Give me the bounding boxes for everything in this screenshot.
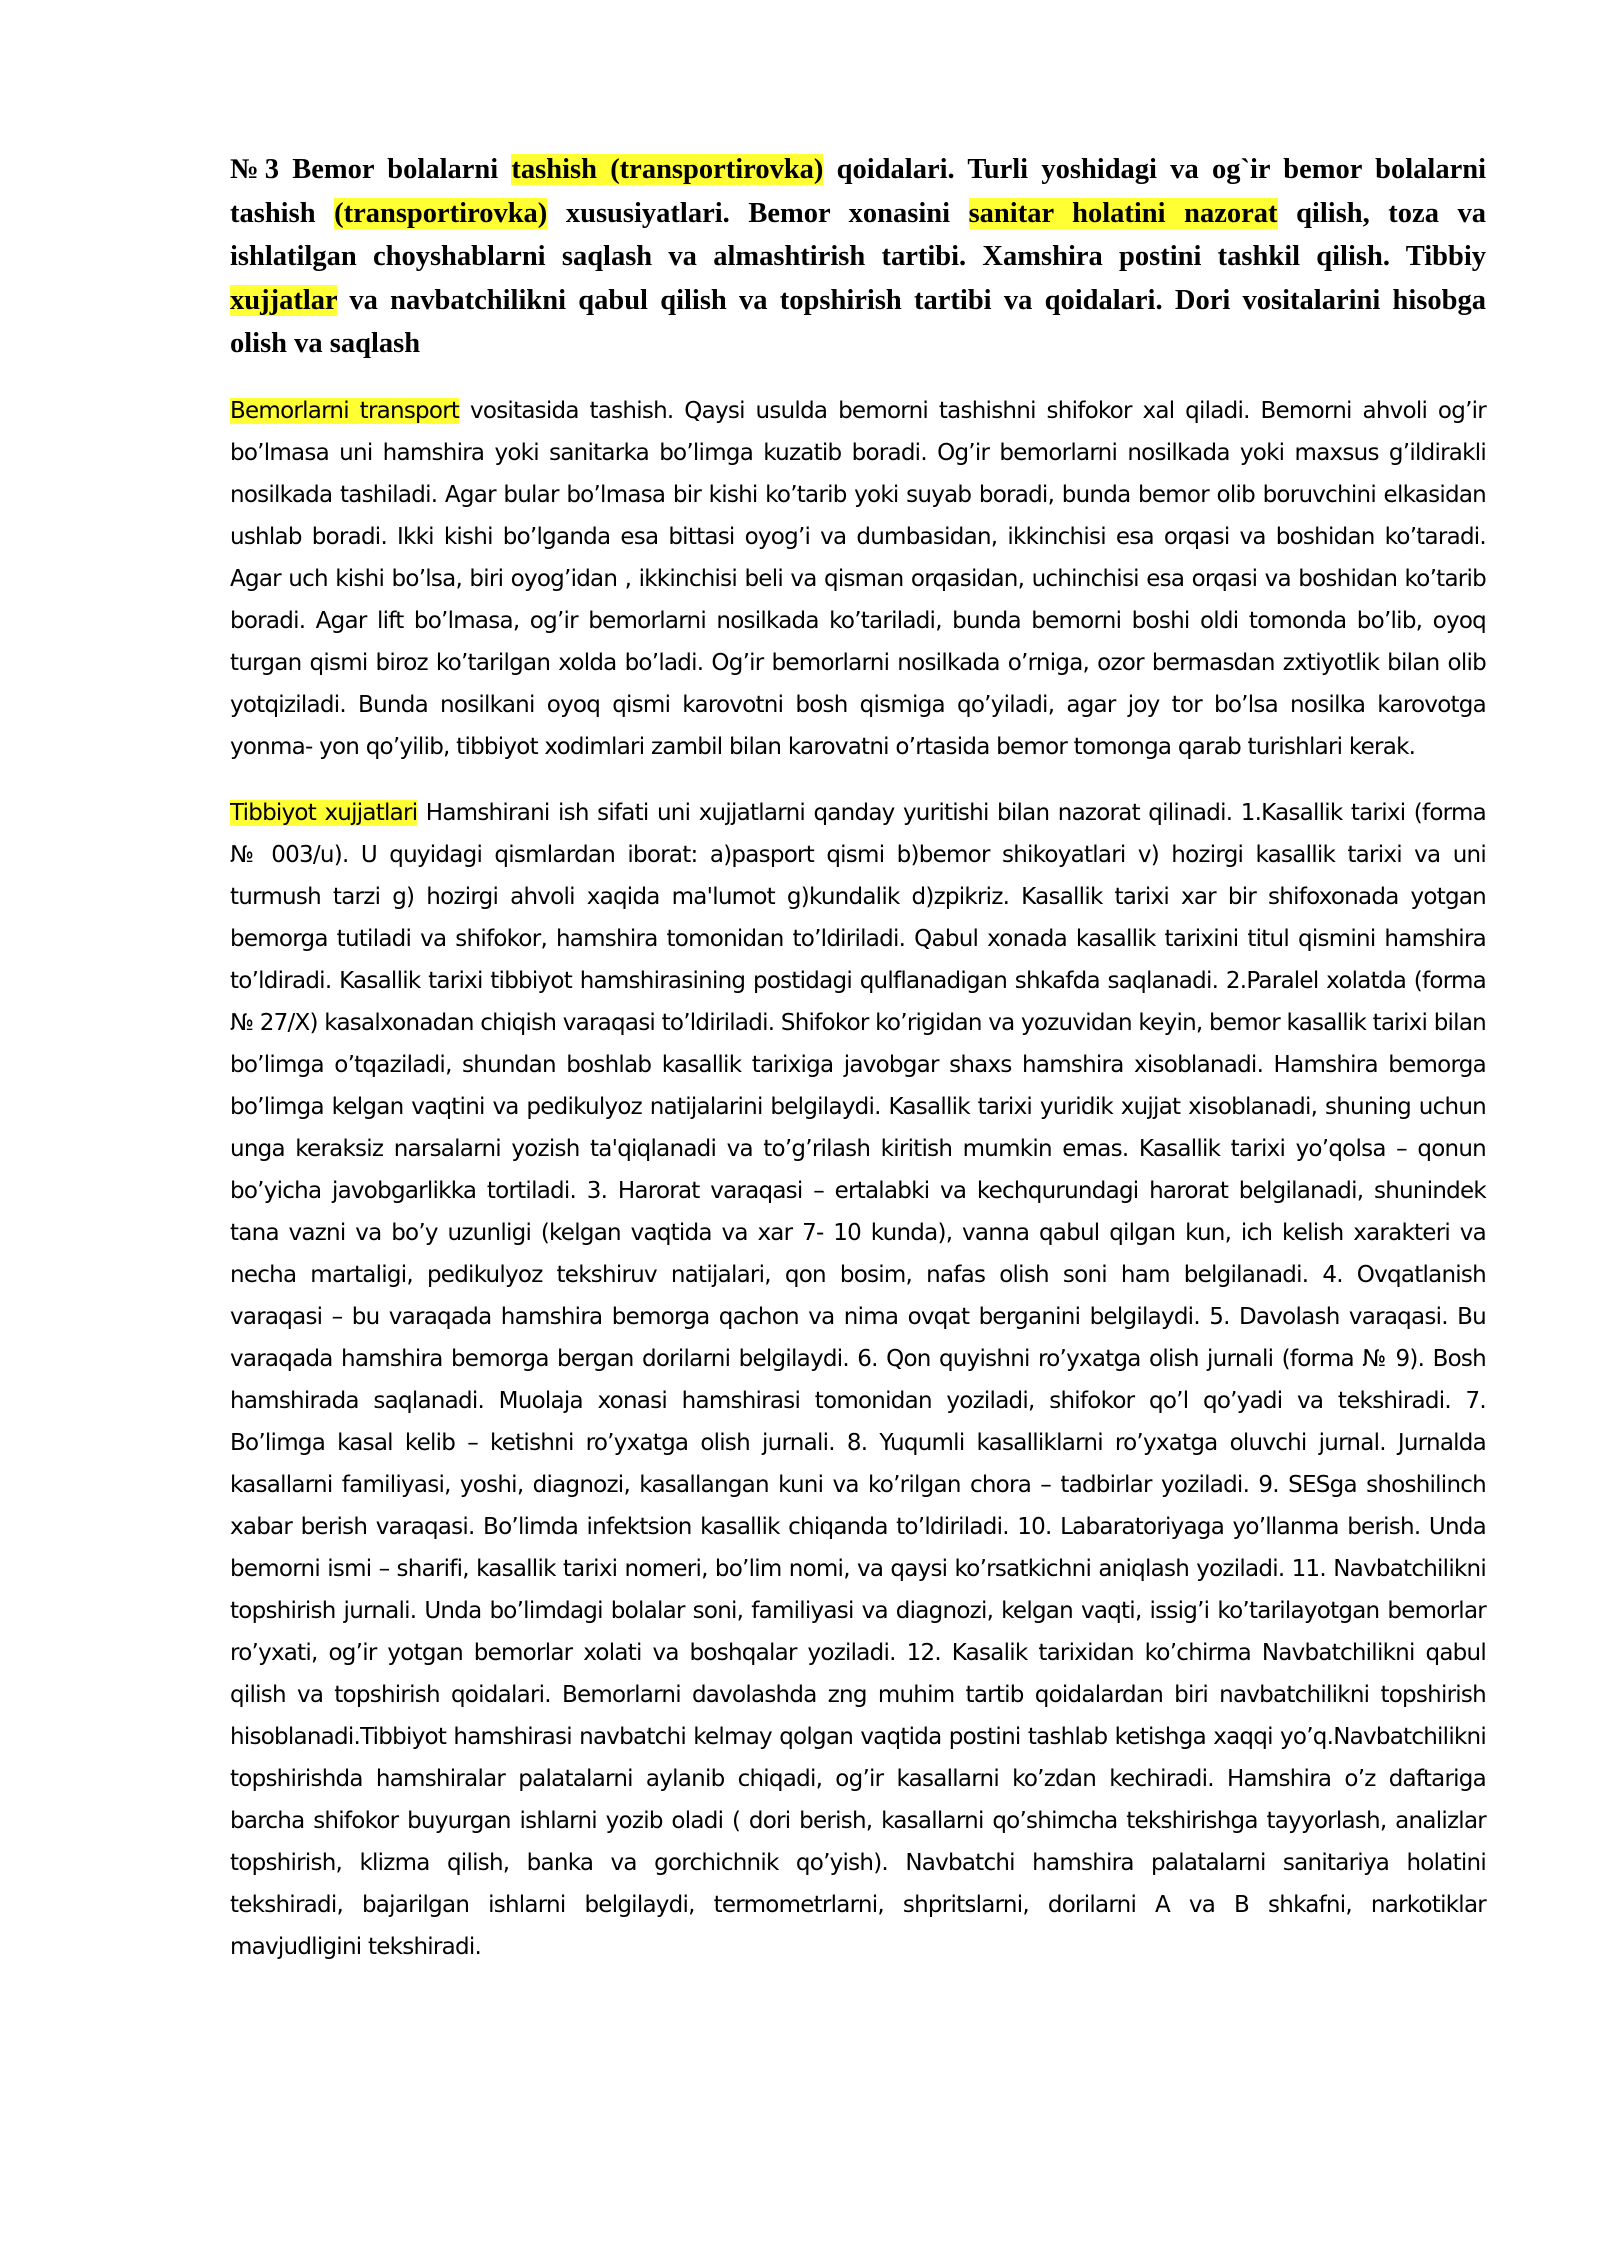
heading-text-4: qilish, toza va ishlatilgan choyshablarni saqlash va almashtirish tartibi. Xamshira postini tashkil qilish. Tibbiy	[230, 197, 1486, 272]
heading-highlight-4: xujjatlar	[230, 284, 338, 316]
heading-text-5: va navbatchilikni qabul qilish va topshirish tartibi va qoidalari. Dori vositalarini hisobga olish va saqlash	[230, 284, 1486, 359]
heading-text-1: №3 Bemor bolalarni	[230, 154, 512, 185]
document-page	[230, 148, 1486, 1992]
heading-highlight-3: sanitar holatini nazorat	[968, 197, 1278, 229]
heading-text-2: qoidalari. Turli yoshidagi va og`ir bemor bolalarni tashish	[230, 154, 1486, 229]
heading-highlight-1: tashish (transportirovka)	[511, 154, 824, 185]
heading-text-3: xususiyatlari. Bemor xonasini	[547, 197, 969, 229]
documents-paragraph-highlight: Tibbiyot xujjatlari	[230, 799, 418, 826]
heading-highlight-2: (transportirovka)	[334, 197, 548, 229]
transport-paragraph-highlight: Bemorlarni transport	[230, 397, 460, 424]
documents-paragraph	[230, 792, 1486, 1968]
transport-paragraph	[230, 390, 1486, 768]
document-heading	[230, 148, 1486, 366]
transport-paragraph-text: vositasida tashish. Qaysi usulda bemorni tashishni shifokor xal qiladi. Bemorni ahvoli og’ir bo’lmasa uni hamshira yoki sanitarka bo’limga kuzatib boradi. Og’ir bemorlarni nosilkada yoki maxsus g’ildirakli nosilkada tashiladi. Agar bular bo’lmasa bir kishi ko’tarib yoki suyab boradi, bunda bemor olib boruvchini elkasidan ushlab boradi. Ikki kishi bo’lganda esa bittasi oyog’i va dumbasidan, ikkinchisi esa orqasi va boshidan ko’taradi. Agar uch kishi bo’lsa, biri oyog’idan , ikkinchisi beli va qisman orqasidan, uchinchisi esa orqasi va boshidan ko’tarib boradi. Agar lift bo’lmasa, og’ir bemorlarni nosilkada ko’tariladi, bunda bemorni boshi oldi tomonda bo’lib, oyoq turgan qismi biroz ko’tarilgan xolda bo’ladi. Og’ir bemorlarni nosilkada o’rniga, ozor bermasdan zxtiyotlik bilan olib yotqiziladi. Bunda nosilkani oyoq qismi karovotni bosh qismiga qo’yiladi, agar joy tor bo’lsa nosilka karovotga yonma- yon qo’yilib, tibbiyot xodimlari zambil bilan karovatni o’rtasida bemor tomonga qarab turishlari kerak.	[230, 397, 1486, 760]
documents-paragraph-text: Hamshirani ish sifati uni xujjatlarni qanday yuritishi bilan nazorat qilinadi. 1.Kasallik tarixi (forma № 003/u). U quyidagi qismlardan iborat: a)pasport qismi b)bemor shikoyatlari v) hozirgi kasallik tarixi va uni turmush tarzi g) hozirgi ahvoli xaqida ma'lumot g)kundalik d)zpikriz. Kasallik tarixi xar bir shifoxonada yotgan bemorga tutiladi va shifokor, hamshira tomonidan to’ldiriladi. Qabul xonada kasallik tarixini titul qismini hamshira to’ldiradi. Kasallik tarixi tibbiyot hamshirasining postidagi qulflanadigan shkafda saqlanadi. 2.Paralel xolatda (forma № 27/X) kasalxonadan chiqish varaqasi to’ldiriladi. Shifokor ko’rigidan va yozuvidan keyin, bemor kasallik tarixi bilan bo’limga o’tqaziladi, shundan boshlab kasallik tarixiga javobgar shaxs hamshira xisoblanadi. Hamshira bemorga bo’limga kelgan vaqtini va pedikulyoz natijalarini belgilaydi. Kasallik tarixi yuridik xujjat xisoblanadi, shuning uchun unga keraksiz narsalarni yozish ta'qiqlanadi va to’g’rilash kiritish mumkin emas. Kasallik tarixi yo’qolsa – qonun bo’yicha javobgarlikka tortiladi. 3. Harorat varaqasi – ertalabki va kechqurundagi harorat belgilanadi, shunindek tana vazni va bo’y uzunligi (kelgan vaqtida va xar 7- 10 kunda), vanna qabul qilgan kun, ich kelish xarakteri va necha martaligi, pedikulyoz tekshiruv natijalari, qon bosim, nafas olish soni ham belgilanadi. 4. Ovqatlanish varaqasi – bu varaqada hamshira bemorga qachon va nima ovqat berganini belgilaydi. 5. Davolash varaqasi. Bu varaqada hamshira bemorga bergan dorilarni belgilaydi. 6. Qon quyishni ro’yxatga olish jurnali (forma № 9). Bosh hamshirada saqlanadi. Muolaja xonasi hamshirasi tomonidan yoziladi, shifokor qo’l qo’yadi va tekshiradi. 7. Bo’limga kasal kelib – ketishni ro’yxatga olish jurnali. 8. Yuqumli kasalliklarni ro’yxatga oluvchi jurnal. Jurnalda kasallarni familiyasi, yoshi, diagnozi, kasallangan kuni va ko’rilgan chora – tadbirlar yoziladi. 9. SESga shoshilinch xabar berish varaqasi. Bo’limda infektsion kasallik chiqanda to’ldiriladi. 10. Labaratoriyaga yo’llanma berish. Unda bemorni ismi – sharifi, kasallik tarixi nomeri, bo’lim nomi, va qaysi ko’rsatkichni aniqlash yoziladi. 11. Navbatchilikni topshirish jurnali. Unda bo’limdagi bolalar soni, familiyasi va diagnozi, kelgan vaqti, issig’i ko’tarilayotgan bemorlar ro’yxati, og’ir yotgan bemorlar xolati va boshqalar yoziladi. 12. Kasalik tarixidan ko’chirma Navbatchilikni qabul qilish va topshirish qoidalari. Bemorlarni davolashda zng muhim tartib qoidalardan biri navbatchilikni topshirish hisoblanadi.Tibbiyot hamshirasi navbatchi kelmay qolgan vaqtida postini tashlab ketishga xaqqi yo’q.Navbatchilikni topshirishda hamshiralar palatalarni aylanib chiqadi, og’ir kasallarni ko’zdan kechiradi. Hamshira o’z daftariga barcha shifokor buyurgan ishlarni yozib oladi ( dori berish, kasallarni qo’shimcha tekshirishga tayyorlash, analizlar topshirish, klizma qilish, banka va gorchichnik qo’yish). Navbatchi hamshira palatalarni sanitariya holatini tekshiradi, bajarilgan ishlarni belgilaydi, termometrlarni, shpritslarni, dorilarni A va B shkafni, narkotiklar mavjudligini tekshiradi.	[230, 799, 1486, 1960]
